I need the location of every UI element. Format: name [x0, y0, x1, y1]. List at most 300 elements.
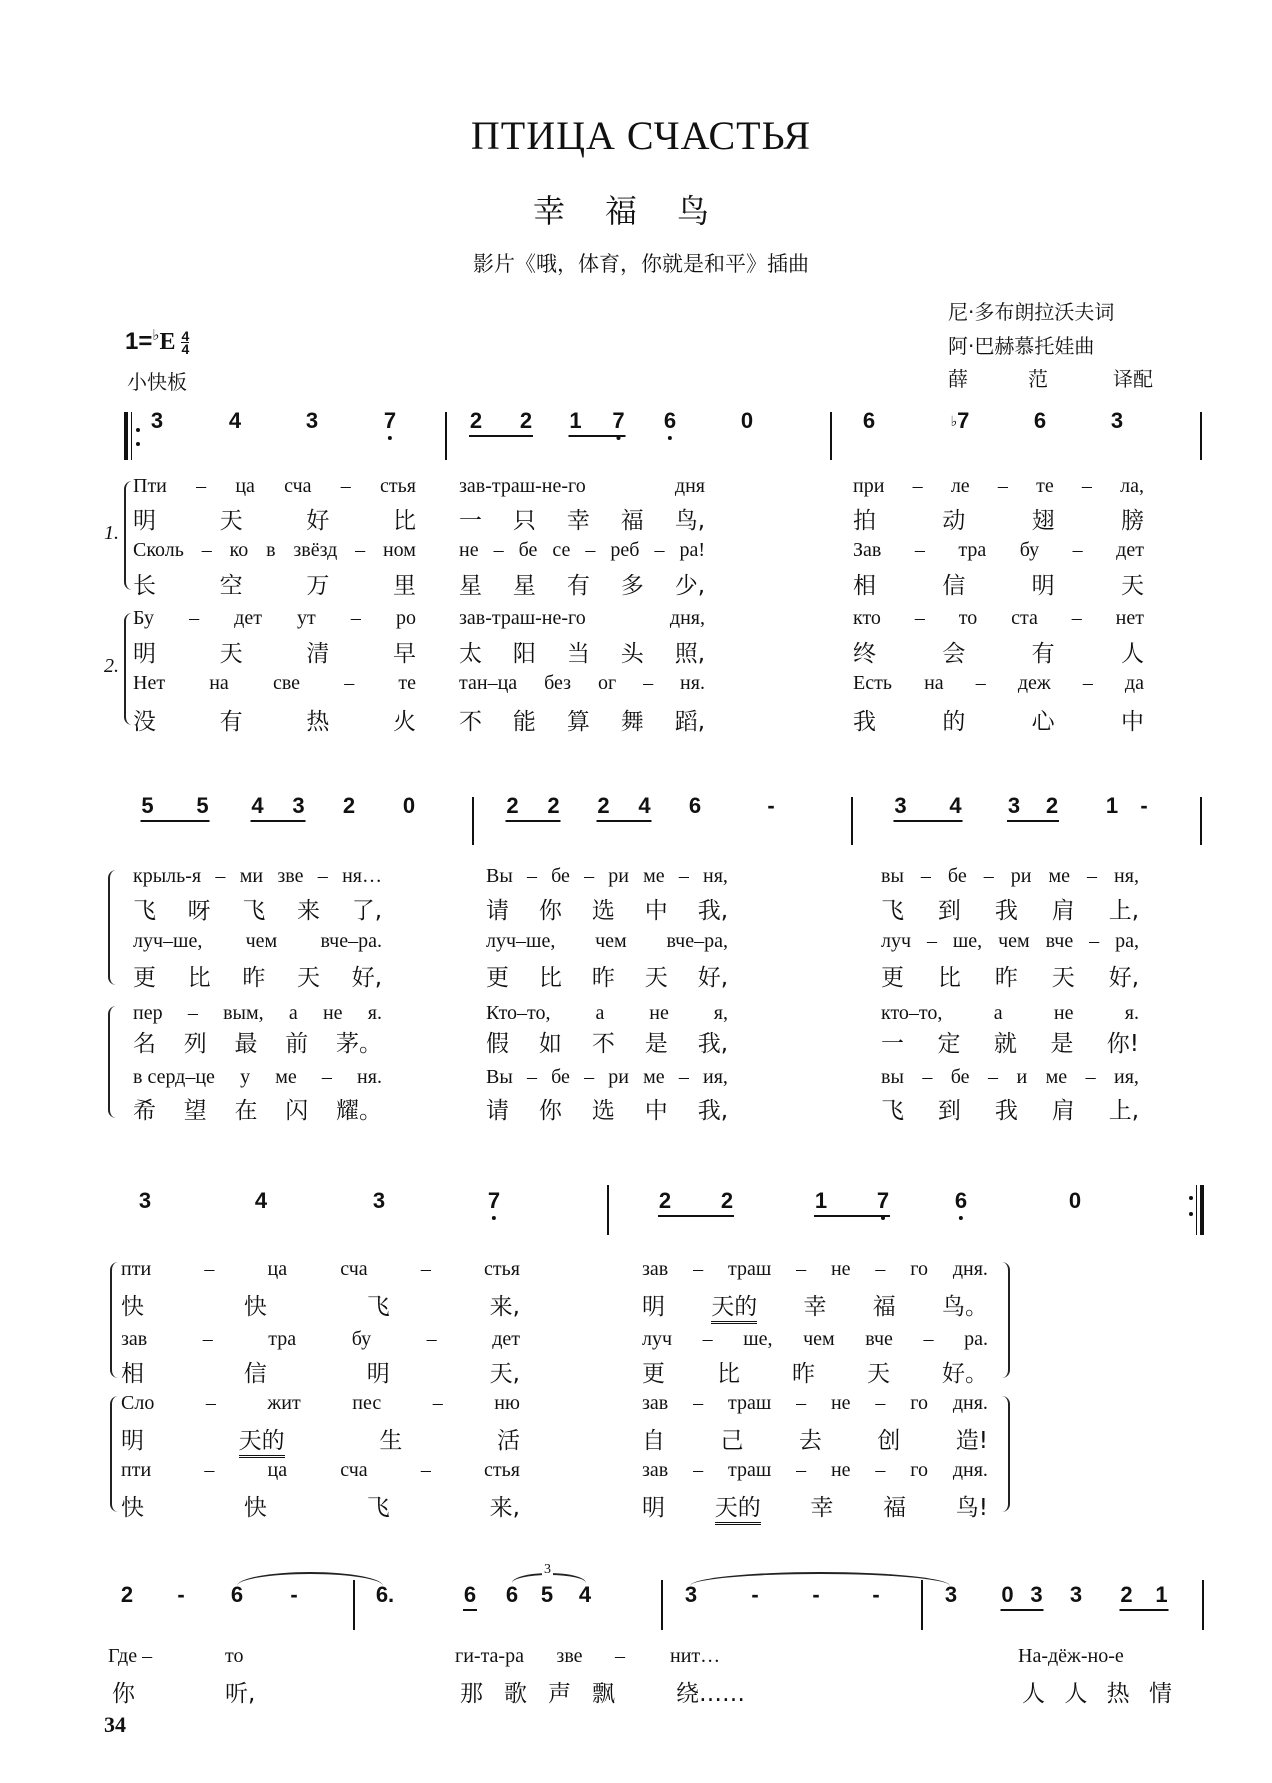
note-3: 3 [684, 1582, 698, 1607]
lyric-syllable: – [584, 865, 595, 887]
barline [830, 412, 832, 460]
lyric-syllable: ия, [703, 1066, 728, 1088]
lyric-syllable: – [202, 1328, 213, 1350]
lyric-segment [121, 1422, 520, 1458]
lyric-segment [1022, 1675, 1172, 1708]
note-3: 3 [1007, 793, 1021, 818]
lyric-syllable: 火 [392, 709, 416, 735]
lyric-syllable: зав [121, 1328, 148, 1350]
lyric-syllable: Бу [133, 607, 154, 629]
note-item [403, 793, 415, 819]
lyric-syllable: 清 [306, 641, 330, 667]
note-item [255, 1188, 267, 1214]
lyric-syllable: 我 [994, 898, 1018, 924]
lyric-syllable: 鸟。 [942, 1294, 988, 1320]
lyric-segment [881, 930, 1139, 953]
lyric-segment [121, 1328, 520, 1351]
lyric-syllable: 头 [620, 641, 644, 667]
lyric-syllable: – [1072, 539, 1083, 561]
lyric-syllable: 长 [133, 573, 156, 599]
lyric-segment [853, 475, 1144, 498]
lyric-syllable: 好, [697, 965, 728, 991]
lyric-syllable: 请 [486, 1098, 509, 1124]
lyric-syllable: 定 [937, 1031, 961, 1057]
note-1: 1 [814, 1188, 828, 1213]
lyric-syllable: 到 [937, 1098, 961, 1124]
lyric-syllable: 明 [121, 1428, 144, 1454]
lyric-syllable: 热 [306, 709, 330, 735]
lyric-syllable: 更 [642, 1361, 665, 1387]
eighth-note-group [658, 1188, 734, 1217]
barline [851, 797, 853, 845]
lyric-syllable: – [796, 1258, 807, 1280]
lyric-syllable: Есть [853, 672, 892, 694]
lyric-syllable: 明 [366, 1361, 390, 1387]
lyric-syllable: 快 [121, 1294, 144, 1320]
lyric-syllable: 天 [219, 641, 243, 667]
lyric-segment [642, 1489, 988, 1525]
lyric-syllable: ри [608, 865, 629, 887]
slur-tie [237, 1572, 383, 1586]
lyric-syllable: 人 [1064, 1681, 1088, 1707]
note-item [569, 408, 626, 437]
lyric-syllable: 当 [566, 641, 590, 667]
lyric-syllable: ут [297, 607, 316, 629]
lyric-syllable: 歌 [504, 1681, 527, 1707]
lyric-syllable: 创 [877, 1428, 901, 1454]
lyric-syllable: 我, [697, 1031, 728, 1057]
lyric-segment [881, 1066, 1139, 1089]
lyric-syllable: ца [267, 1459, 288, 1481]
lyric-syllable: го [910, 1258, 928, 1280]
lyric-syllable: 的 [942, 709, 966, 735]
lyric-segment [853, 635, 1144, 668]
lyric-segment [642, 1288, 988, 1324]
lyric-syllable: – [1082, 672, 1093, 694]
lyric-syllable: луч–ше, [133, 930, 203, 952]
lyric-syllable: – [693, 1392, 704, 1414]
lyric-syllable: 飞 [366, 1294, 390, 1320]
lyric-syllable: – [201, 539, 212, 561]
lyric-syllable: а [595, 1002, 605, 1024]
lyric-syllable: 你 [538, 1098, 562, 1124]
lyric-syllable: 望 [183, 1098, 207, 1124]
lyric-syllable: ня… [342, 865, 382, 887]
lyric-syllable: траш [727, 1392, 772, 1414]
hold-dash: - [872, 1582, 880, 1607]
key-signature: 1=♭E $\frac{4}{4}$ [125, 327, 190, 358]
lyric-syllable: чем [595, 930, 627, 952]
note-3: 3 [138, 1188, 152, 1213]
lyric-syllable: – [432, 1392, 443, 1414]
note-item [384, 408, 396, 434]
lyric-syllable: 昨 [242, 965, 266, 991]
note-6: 6 [463, 1582, 477, 1607]
lyric-segment [459, 672, 705, 695]
lyric-syllable: 幸 [803, 1294, 827, 1320]
lyric-syllable: 蹈, [674, 709, 705, 735]
lyric-syllable: зав-траш-не-го [459, 607, 586, 629]
lyric-syllable: 来, [489, 1495, 520, 1521]
note-3: 3 [1069, 1582, 1083, 1607]
lyric-segment [133, 607, 416, 630]
eighth-note-group [1120, 1582, 1169, 1611]
lyric-syllable: ия, [1114, 1066, 1139, 1088]
barline [661, 1580, 663, 1630]
lyric-syllable: – [1081, 475, 1092, 497]
note-item [814, 1188, 890, 1217]
lyric-syllable: то [225, 1645, 244, 1667]
lyric-syllable: го [910, 1459, 928, 1481]
note-item [506, 793, 561, 822]
lyric-syllable: дня [674, 475, 705, 497]
lyric-segment [642, 1328, 988, 1351]
lyric-syllable: 快 [121, 1495, 144, 1521]
note-4: 4 [254, 1188, 268, 1213]
lyric-syllable: – [914, 607, 925, 629]
lyric-segment [853, 539, 1144, 562]
barline [445, 412, 447, 460]
translator-credit: 薛 范 译配 [948, 367, 1153, 391]
lyric-syllable: 终 [853, 641, 876, 667]
lyric-syllable: 热 [1106, 1681, 1130, 1707]
lyric-syllable: Где – [108, 1645, 153, 1667]
note-6: 6 [688, 793, 702, 818]
lyric-syllable: – [189, 607, 200, 629]
lyric-syllable: 你 [538, 898, 562, 924]
lyric-syllable: 天的 [711, 1288, 757, 1324]
lyric-syllable: Сколь [133, 539, 184, 561]
lyric-syllable: 造! [955, 1428, 988, 1454]
lyric-syllable: 更 [133, 965, 156, 991]
note-3: 3 [292, 793, 305, 818]
note-item [951, 408, 970, 434]
note-item [1140, 793, 1147, 819]
lyric-syllable: 飞 [881, 1098, 904, 1124]
lyric-segment [642, 1392, 988, 1415]
note-6: 6 [663, 408, 677, 433]
lyric-syllable: 不 [459, 709, 482, 735]
note-5: 5 [141, 793, 154, 818]
lyric-segment [460, 1675, 615, 1708]
hold-dash: - [767, 793, 775, 818]
note-item [469, 408, 533, 437]
lyric-syllable: 己 [720, 1428, 744, 1454]
lyric-syllable: ри [608, 1066, 629, 1088]
lyric-syllable: не [1053, 1002, 1074, 1024]
note-4: 4 [638, 793, 651, 818]
lyric-syllable: 飞 [133, 898, 156, 924]
lyric-syllable: 了, [351, 898, 382, 924]
lyric-syllable: – [643, 672, 654, 694]
lyric-syllable: ме [1048, 865, 1071, 887]
note-item [1120, 1582, 1169, 1611]
note-item [373, 1188, 385, 1214]
note-3: 3 [1110, 408, 1124, 433]
lyric-syllable: ра. [964, 1328, 988, 1350]
note-2: 2 [720, 1188, 734, 1213]
lyric-syllable: 飞 [242, 898, 266, 924]
lyricist-credit: 尼·多布朗拉沃夫词 [948, 300, 1115, 324]
lyric-segment [133, 1002, 382, 1025]
lyric-syllable: 比 [717, 1361, 740, 1387]
lyric-syllable: – [420, 1459, 431, 1481]
lyric-segment [121, 1355, 520, 1388]
lyric-syllable: бе [551, 1066, 570, 1088]
note-3: 3 [150, 408, 164, 433]
repeat-dot [136, 442, 140, 446]
note-0: 0 [1068, 1188, 1082, 1213]
note-7: 7 [487, 1188, 501, 1213]
lyric-syllable: – [914, 539, 925, 561]
eighth-note-group [469, 408, 533, 437]
lyric-segment [133, 567, 416, 600]
note-item [1070, 1582, 1082, 1608]
lyric-segment [853, 502, 1144, 535]
lyric-syllable: 声 [548, 1681, 571, 1707]
note-3: 3 [894, 793, 907, 818]
lyric-syllable: 会 [942, 641, 966, 667]
lyric-syllable: ме [1045, 1066, 1068, 1088]
lyric-syllable: – [204, 1258, 215, 1280]
lyric-syllable: дня. [952, 1258, 988, 1280]
note-item [664, 408, 676, 434]
lyric-syllable: 明 [642, 1495, 665, 1521]
lyric-syllable: 假 [486, 1031, 509, 1057]
lyric-syllable: 不 [591, 1031, 615, 1057]
note-item [488, 1188, 500, 1214]
lyric-syllable: луч [881, 930, 912, 952]
note-6: 6 [230, 1582, 244, 1607]
lyric-syllable: го [910, 1392, 928, 1414]
lyric-syllable: бе [947, 865, 967, 887]
lyric-syllable: 有 [219, 709, 243, 735]
lyric-syllable: – [1085, 1066, 1096, 1088]
flat-sign: ♭ [950, 413, 958, 429]
note-2: 2 [342, 793, 356, 818]
lyric-syllable: зве [556, 1645, 583, 1667]
lyric-syllable: 舞 [620, 709, 644, 735]
lyric-syllable: Кто–то, [486, 1002, 551, 1024]
barline [921, 1580, 923, 1630]
lyric-syllable: пес [352, 1392, 382, 1414]
verse-brace [124, 481, 132, 590]
lyric-syllable: 比 [937, 965, 961, 991]
lyric-syllable: 多 [620, 573, 644, 599]
lyric-syllable: – [988, 1066, 998, 1088]
lyric-syllable: – [187, 1002, 198, 1024]
lyric-syllable: 空 [219, 573, 243, 599]
lyric-syllable: 算 [566, 709, 590, 735]
lyric-syllable: ра! [679, 539, 705, 561]
lyric-syllable: – [205, 1392, 216, 1414]
lyric-syllable: стья [484, 1459, 520, 1481]
lyric-syllable: луч–ше, [486, 930, 556, 952]
lyric-segment [133, 1025, 382, 1058]
lyric-syllable: 天的 [239, 1422, 285, 1458]
lyric-syllable: бе [518, 539, 538, 561]
note-item [863, 408, 875, 434]
lyric-segment [486, 1002, 728, 1025]
lyric-syllable: 更 [486, 965, 509, 991]
note-7: 7 [876, 1188, 890, 1213]
lyric-syllable: 上, [1108, 898, 1139, 924]
note-item [506, 1582, 518, 1608]
lyric-syllable: – [875, 1258, 886, 1280]
lyric-syllable: на [209, 672, 229, 694]
lyric-syllable: – [926, 930, 937, 952]
note-3: 3 [372, 1188, 386, 1213]
lyric-syllable: 天 [219, 508, 243, 534]
lyric-syllable: пти [121, 1258, 152, 1280]
note-item [343, 793, 355, 819]
lyric-syllable: – [215, 865, 226, 887]
lyric-syllable: 飘 [592, 1681, 615, 1707]
lyric-syllable: дет [234, 607, 262, 629]
lyric-syllable: вым, [223, 1002, 264, 1024]
lyric-syllable: бу [1019, 539, 1040, 561]
lyric-segment [881, 1092, 1139, 1125]
lyric-syllable: дет [492, 1328, 520, 1350]
note-item [689, 793, 701, 819]
lyric-syllable: – [614, 1645, 625, 1667]
lyric-syllable: зав [642, 1258, 669, 1280]
note-4: 4 [228, 408, 242, 433]
lyric-syllable: бе [950, 1066, 970, 1088]
lyric-segment [486, 930, 728, 953]
lyric-syllable: то [958, 607, 978, 629]
lyric-syllable: – [983, 865, 994, 887]
note-item [1001, 1582, 1044, 1611]
verse-brace-right [1002, 1396, 1010, 1512]
lyric-syllable: – [1087, 865, 1098, 887]
note-2: 2 [120, 1582, 134, 1607]
verse-brace [108, 1006, 116, 1118]
lyric-syllable: стья [380, 475, 416, 497]
lyric-syllable: 明 [133, 508, 156, 534]
lyric-segment [133, 475, 416, 498]
note-item [1106, 793, 1118, 819]
lyric-syllable: 天 [644, 965, 668, 991]
verse-label: 1. [104, 521, 119, 544]
lyric-syllable: 来 [297, 898, 321, 924]
lyric-syllable: – [340, 475, 351, 497]
lyric-syllable: 到 [937, 898, 961, 924]
slur-tie [690, 1572, 950, 1586]
lyric-syllable: 天, [489, 1361, 520, 1387]
lyric-syllable: 能 [512, 709, 536, 735]
lyric-syllable: зав-траш-не-го [459, 475, 586, 497]
note-4: 4 [251, 793, 264, 818]
lyric-syllable: звёзд [293, 539, 338, 561]
barline [353, 1580, 355, 1630]
lyric-syllable: Вы [486, 1066, 513, 1088]
lyric-segment [486, 865, 728, 888]
lyric-syllable: 福 [872, 1294, 896, 1320]
note-item [306, 408, 318, 434]
lyric-syllable: зав [642, 1459, 669, 1481]
note-5: 5 [196, 793, 209, 818]
lyric-syllable: 比 [187, 965, 211, 991]
lyric-syllable: я. [367, 1002, 382, 1024]
lyric-syllable: 名 [133, 1031, 156, 1057]
lyric-syllable: зве [277, 865, 304, 887]
lyric-syllable: да [1124, 672, 1144, 694]
lyric-segment [881, 1002, 1139, 1025]
lyric-syllable: – [796, 1392, 807, 1414]
note-1: 1 [1155, 1582, 1168, 1607]
lyric-segment [112, 1675, 135, 1708]
barline [472, 797, 474, 845]
lyric-syllable: ко [229, 539, 249, 561]
lyric-syllable: – [678, 865, 689, 887]
lyric-syllable: 前 [285, 1031, 309, 1057]
lyric-segment [881, 959, 1139, 992]
verse-label: 2. [104, 655, 119, 677]
lyric-syllable: – [922, 1066, 933, 1088]
lyric-syllable: 活 [496, 1428, 520, 1454]
lyric-syllable: ро [395, 607, 416, 629]
note-3: 3 [944, 1582, 958, 1607]
note-6: 6 [862, 408, 876, 433]
lyric-syllable: – [420, 1258, 431, 1280]
note-item [141, 793, 210, 822]
lyric-syllable: тра [268, 1328, 297, 1350]
note-0: 0 [402, 793, 416, 818]
lyric-syllable: у [240, 1066, 251, 1088]
lyric-segment [642, 1258, 988, 1281]
lyric-syllable: 天 [1051, 965, 1075, 991]
lyric-syllable: 情 [1148, 1681, 1172, 1707]
lyric-syllable: 呀 [187, 898, 211, 924]
lyric-syllable: ме [643, 865, 665, 887]
lyric-syllable: се [552, 539, 571, 561]
lyric-segment [881, 865, 1139, 888]
lyric-segment [225, 1645, 243, 1668]
lyric-syllable: 一 [459, 508, 482, 534]
lyric-syllable: дня. [952, 1459, 988, 1481]
note-item [1007, 793, 1059, 822]
lyric-syllable: ми [239, 865, 264, 887]
lyric-syllable: – [693, 1459, 704, 1481]
lyric-segment [133, 1092, 382, 1125]
lyric-syllable: 福 [883, 1495, 907, 1521]
lyric-syllable: нет [1115, 607, 1144, 629]
lyric-syllable: 你! [1106, 1031, 1139, 1057]
lyric-syllable: 上, [1108, 1098, 1139, 1124]
lyric-syllable: – [426, 1328, 437, 1350]
lyric-segment [486, 892, 728, 925]
note-5: 5 [540, 1582, 554, 1607]
lyric-syllable: 相 [121, 1361, 144, 1387]
lyric-syllable: – [875, 1392, 886, 1414]
lyric-syllable: я. [1124, 1002, 1139, 1024]
lyric-syllable: – [702, 1328, 713, 1350]
lyric-syllable: 昨 [994, 965, 1018, 991]
note-0: 0 [740, 408, 754, 433]
lyric-syllable: 去 [798, 1428, 822, 1454]
lyric-syllable: 翅 [1031, 508, 1055, 534]
lyric-syllable: 生 [379, 1428, 403, 1454]
note-4: 4 [578, 1582, 592, 1607]
lyric-syllable: – [355, 539, 366, 561]
lyric-syllable: крыль-я [133, 865, 202, 887]
tempo-marking: 小快板 [127, 370, 187, 394]
lyric-syllable: 中 [644, 898, 668, 924]
lyric-syllable: – [923, 1328, 934, 1350]
lyric-syllable: ле [950, 475, 970, 497]
lyric-syllable: 来, [489, 1294, 520, 1320]
